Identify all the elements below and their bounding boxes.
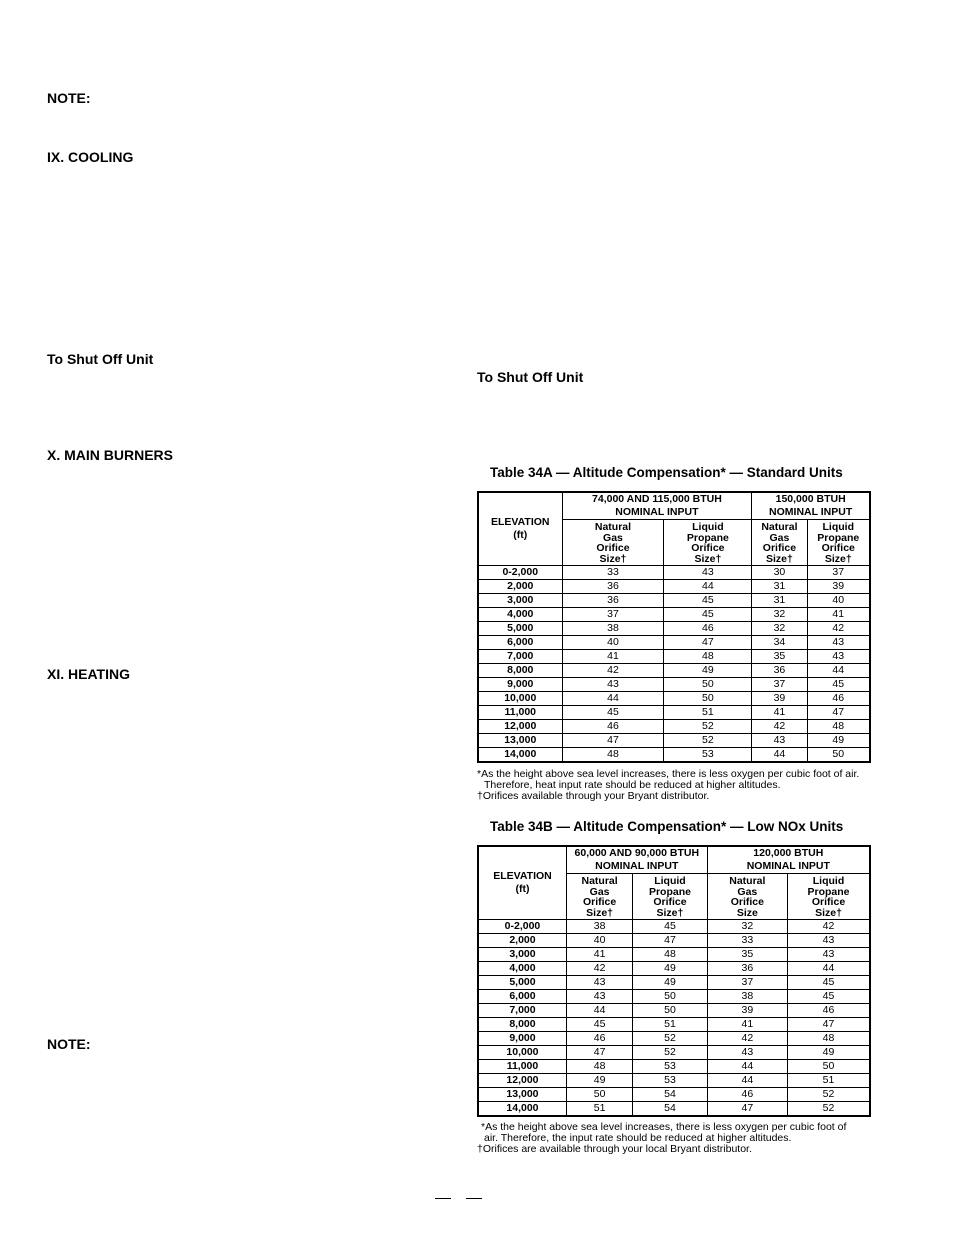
group-header-1: 74,000 AND 115,000 BTUH NOMINAL INPUT — [562, 492, 752, 520]
orifice-size-cell: 54 — [633, 1088, 707, 1102]
elevation-cell: 5,000 — [478, 976, 566, 990]
orifice-size-cell: 44 — [707, 1060, 787, 1074]
elevation-cell: 2,000 — [478, 580, 562, 594]
table-row — [478, 664, 870, 678]
sub-header-lp-1: Liquid Propane Orifice Size† — [633, 874, 707, 920]
orifice-size-cell: 43 — [788, 934, 870, 948]
elevation-cell: 3,000 — [478, 594, 562, 608]
orifice-size-cell: 32 — [752, 608, 807, 622]
footnote-altitude-cont: Therefore, heat input rate should be reduced at higher altitudes. — [484, 779, 781, 791]
table-34a-caption: Table 34A — Altitude Compensation* — Standard Units — [490, 465, 843, 480]
table-row — [478, 1046, 870, 1060]
table-row — [478, 580, 870, 594]
orifice-size-cell: 44 — [752, 748, 807, 763]
orifice-size-cell: 47 — [566, 1046, 632, 1060]
orifice-size-cell: 43 — [664, 566, 752, 580]
orifice-size-cell: 40 — [566, 934, 632, 948]
elevation-cell: 3,000 — [478, 948, 566, 962]
orifice-size-cell: 47 — [707, 1102, 787, 1117]
orifice-size-cell: 36 — [707, 962, 787, 976]
orifice-size-cell: 31 — [752, 594, 807, 608]
table-row — [478, 608, 870, 622]
orifice-size-cell: 32 — [752, 622, 807, 636]
table-row — [478, 1060, 870, 1074]
orifice-size-cell: 40 — [807, 594, 870, 608]
orifice-size-cell: 39 — [807, 580, 870, 594]
orifice-size-cell: 37 — [562, 608, 664, 622]
orifice-size-cell: 51 — [633, 1018, 707, 1032]
orifice-size-cell: 36 — [562, 580, 664, 594]
elevation-cell: 8,000 — [478, 664, 562, 678]
orifice-size-cell: 41 — [566, 948, 632, 962]
elevation-cell: 4,000 — [478, 962, 566, 976]
elevation-cell: 10,000 — [478, 1046, 566, 1060]
table-row — [478, 748, 870, 763]
orifice-size-cell: 50 — [788, 1060, 870, 1074]
orifice-size-cell: 42 — [788, 920, 870, 934]
orifice-size-cell: 49 — [566, 1074, 632, 1088]
group-header-1: 60,000 AND 90,000 BTUH NOMINAL INPUT — [566, 846, 707, 874]
orifice-size-cell: 41 — [707, 1018, 787, 1032]
orifice-size-cell: 33 — [707, 934, 787, 948]
orifice-size-cell: 49 — [664, 664, 752, 678]
elevation-cell: 13,000 — [478, 734, 562, 748]
orifice-size-cell: 52 — [664, 734, 752, 748]
orifice-size-cell: 33 — [562, 566, 664, 580]
table-row — [478, 706, 870, 720]
orifice-size-cell: 43 — [807, 636, 870, 650]
orifice-size-cell: 51 — [566, 1102, 632, 1117]
orifice-size-cell: 43 — [566, 976, 632, 990]
table-34a — [477, 491, 871, 763]
orifice-size-cell: 46 — [566, 1032, 632, 1046]
orifice-size-cell: 50 — [664, 692, 752, 706]
orifice-size-cell: 44 — [788, 962, 870, 976]
orifice-size-cell: 44 — [807, 664, 870, 678]
footnote-altitude: *As the height above sea level increases, there is less oxygen per cubic foot of air. — [477, 768, 860, 780]
orifice-size-cell: 30 — [752, 566, 807, 580]
elevation-cell: 2,000 — [478, 934, 566, 948]
orifice-size-cell: 51 — [664, 706, 752, 720]
elevation-cell: 6,000 — [478, 636, 562, 650]
cooling-heading: IX. COOLING — [47, 149, 134, 165]
table-row — [478, 622, 870, 636]
orifice-size-cell: 52 — [788, 1088, 870, 1102]
table-row — [478, 976, 870, 990]
footnote-altitude: *As the height above sea level increases, there is less oxygen per cubic foot of — [481, 1121, 847, 1133]
orifice-size-cell: 41 — [807, 608, 870, 622]
table-34b-footnotes — [477, 1122, 846, 1155]
heating-heading: XI. HEATING — [47, 666, 130, 682]
sub-header-ng-2: Natural Gas Orifice Size — [707, 874, 787, 920]
table-34a-footnotes — [477, 769, 859, 802]
orifice-size-cell: 42 — [752, 720, 807, 734]
orifice-size-cell: 52 — [633, 1046, 707, 1060]
elevation-cell: 0-2,000 — [478, 566, 562, 580]
orifice-size-cell: 41 — [752, 706, 807, 720]
orifice-size-cell: 45 — [562, 706, 664, 720]
elevation-cell: 9,000 — [478, 1032, 566, 1046]
orifice-size-cell: 38 — [562, 622, 664, 636]
orifice-size-cell: 52 — [664, 720, 752, 734]
orifice-size-cell: 48 — [562, 748, 664, 763]
orifice-size-cell: 53 — [633, 1060, 707, 1074]
elevation-cell: 8,000 — [478, 1018, 566, 1032]
orifice-size-cell: 53 — [633, 1074, 707, 1088]
sub-header-lp-2: Liquid Propane Orifice Size† — [807, 520, 870, 566]
elevation-cell: 6,000 — [478, 990, 566, 1004]
orifice-size-cell: 42 — [707, 1032, 787, 1046]
orifice-size-cell: 53 — [664, 748, 752, 763]
orifice-size-cell: 42 — [807, 622, 870, 636]
group-header-2: 150,000 BTUH NOMINAL INPUT — [752, 492, 870, 520]
orifice-size-cell: 48 — [788, 1032, 870, 1046]
orifice-size-cell: 51 — [788, 1074, 870, 1088]
orifice-size-cell: 43 — [788, 948, 870, 962]
page-number-dash-left — [435, 1198, 451, 1199]
orifice-size-cell: 49 — [788, 1046, 870, 1060]
orifice-size-cell: 44 — [707, 1074, 787, 1088]
orifice-size-cell: 36 — [562, 594, 664, 608]
table-row — [478, 1102, 870, 1117]
orifice-size-cell: 48 — [664, 650, 752, 664]
orifice-size-cell: 46 — [562, 720, 664, 734]
table-row — [478, 1004, 870, 1018]
orifice-size-cell: 37 — [752, 678, 807, 692]
orifice-size-cell: 43 — [752, 734, 807, 748]
orifice-size-cell: 31 — [752, 580, 807, 594]
orifice-size-cell: 38 — [566, 920, 632, 934]
orifice-size-cell: 43 — [807, 650, 870, 664]
elevation-cell: 5,000 — [478, 622, 562, 636]
orifice-size-cell: 47 — [788, 1018, 870, 1032]
footnote-altitude-cont: air. Therefore, the input rate should be reduced at higher altitudes. — [484, 1132, 792, 1144]
elevation-cell: 13,000 — [478, 1088, 566, 1102]
orifice-size-cell: 43 — [562, 678, 664, 692]
orifice-size-cell: 46 — [788, 1004, 870, 1018]
table-row — [478, 1088, 870, 1102]
elevation-cell: 4,000 — [478, 608, 562, 622]
orifice-size-cell: 36 — [752, 664, 807, 678]
table-row — [478, 962, 870, 976]
main-burners-heading: X. MAIN BURNERS — [47, 447, 174, 463]
orifice-size-cell: 42 — [562, 664, 664, 678]
elevation-cell: 12,000 — [478, 1074, 566, 1088]
elevation-cell: 7,000 — [478, 650, 562, 664]
orifice-size-cell: 43 — [707, 1046, 787, 1060]
table-row — [478, 934, 870, 948]
group-header-2: 120,000 BTUH NOMINAL INPUT — [707, 846, 870, 874]
orifice-size-cell: 39 — [707, 1004, 787, 1018]
shut-off-heading-right: To Shut Off Unit — [477, 369, 584, 385]
orifice-size-cell: 48 — [566, 1060, 632, 1074]
orifice-size-cell: 45 — [664, 594, 752, 608]
orifice-size-cell: 42 — [566, 962, 632, 976]
orifice-size-cell: 45 — [807, 678, 870, 692]
orifice-size-cell: 35 — [707, 948, 787, 962]
orifice-size-cell: 47 — [633, 934, 707, 948]
orifice-size-cell: 45 — [566, 1018, 632, 1032]
elevation-cell: 11,000 — [478, 1060, 566, 1074]
orifice-size-cell: 46 — [707, 1088, 787, 1102]
orifice-size-cell: 46 — [664, 622, 752, 636]
orifice-size-cell: 48 — [807, 720, 870, 734]
orifice-size-cell: 34 — [752, 636, 807, 650]
orifice-size-cell: 46 — [807, 692, 870, 706]
table-row — [478, 692, 870, 706]
table-row — [478, 734, 870, 748]
orifice-size-cell: 48 — [633, 948, 707, 962]
orifice-size-cell: 44 — [562, 692, 664, 706]
elevation-cell: 11,000 — [478, 706, 562, 720]
sub-header-ng-1: Natural Gas Orifice Size† — [562, 520, 664, 566]
elevation-header: ELEVATION (ft) — [478, 492, 562, 566]
orifice-size-cell: 45 — [788, 990, 870, 1004]
table-row — [478, 1032, 870, 1046]
sub-header-lp-2: Liquid Propane Orifice Size† — [788, 874, 870, 920]
orifice-size-cell: 41 — [562, 650, 664, 664]
table-row — [478, 566, 870, 580]
orifice-size-cell: 47 — [664, 636, 752, 650]
elevation-cell: 7,000 — [478, 1004, 566, 1018]
orifice-size-cell: 38 — [707, 990, 787, 1004]
orifice-size-cell: 43 — [566, 990, 632, 1004]
orifice-size-cell: 50 — [807, 748, 870, 763]
orifice-size-cell: 49 — [807, 734, 870, 748]
table-row — [478, 594, 870, 608]
footnote-orifices: †Orifices available through your Bryant distributor. — [477, 790, 710, 802]
table-row — [478, 920, 870, 934]
sub-header-ng-2: Natural Gas Orifice Size† — [752, 520, 807, 566]
table-row — [478, 948, 870, 962]
orifice-size-cell: 50 — [664, 678, 752, 692]
orifice-size-cell: 49 — [633, 962, 707, 976]
table-row — [478, 720, 870, 734]
note-heading-2: NOTE: — [47, 1036, 91, 1052]
table-34a-body — [478, 566, 870, 763]
orifice-size-cell: 40 — [562, 636, 664, 650]
elevation-cell: 0-2,000 — [478, 920, 566, 934]
table-row — [478, 650, 870, 664]
elevation-cell: 12,000 — [478, 720, 562, 734]
orifice-size-cell: 47 — [807, 706, 870, 720]
orifice-size-cell: 52 — [788, 1102, 870, 1117]
sub-header-lp-1: Liquid Propane Orifice Size† — [664, 520, 752, 566]
footnote-orifices: †Orifices are available through your local Bryant distributor. — [477, 1143, 752, 1155]
table-34b-caption: Table 34B — Altitude Compensation* — Low NOx Units — [490, 819, 844, 834]
orifice-size-cell: 37 — [807, 566, 870, 580]
orifice-size-cell: 52 — [633, 1032, 707, 1046]
orifice-size-cell: 50 — [633, 1004, 707, 1018]
table-row — [478, 636, 870, 650]
page-number-dash-right — [466, 1198, 482, 1199]
orifice-size-cell: 32 — [707, 920, 787, 934]
orifice-size-cell: 50 — [566, 1088, 632, 1102]
orifice-size-cell: 44 — [566, 1004, 632, 1018]
orifice-size-cell: 49 — [633, 976, 707, 990]
orifice-size-cell: 50 — [633, 990, 707, 1004]
shut-off-heading-left: To Shut Off Unit — [47, 351, 154, 367]
elevation-cell: 14,000 — [478, 1102, 566, 1117]
table-row — [478, 678, 870, 692]
table-row — [478, 990, 870, 1004]
elevation-cell: 10,000 — [478, 692, 562, 706]
orifice-size-cell: 44 — [664, 580, 752, 594]
table-row — [478, 1018, 870, 1032]
elevation-cell: 14,000 — [478, 748, 562, 763]
sub-header-ng-1: Natural Gas Orifice Size† — [566, 874, 632, 920]
orifice-size-cell: 45 — [788, 976, 870, 990]
elevation-cell: 9,000 — [478, 678, 562, 692]
orifice-size-cell: 47 — [562, 734, 664, 748]
note-heading-1: NOTE: — [47, 90, 91, 106]
orifice-size-cell: 54 — [633, 1102, 707, 1117]
elevation-header: ELEVATION (ft) — [478, 846, 566, 920]
orifice-size-cell: 45 — [664, 608, 752, 622]
table-34b — [477, 845, 871, 1117]
orifice-size-cell: 45 — [633, 920, 707, 934]
table-34b-body — [478, 920, 870, 1117]
orifice-size-cell: 35 — [752, 650, 807, 664]
orifice-size-cell: 37 — [707, 976, 787, 990]
table-row — [478, 1074, 870, 1088]
orifice-size-cell: 39 — [752, 692, 807, 706]
